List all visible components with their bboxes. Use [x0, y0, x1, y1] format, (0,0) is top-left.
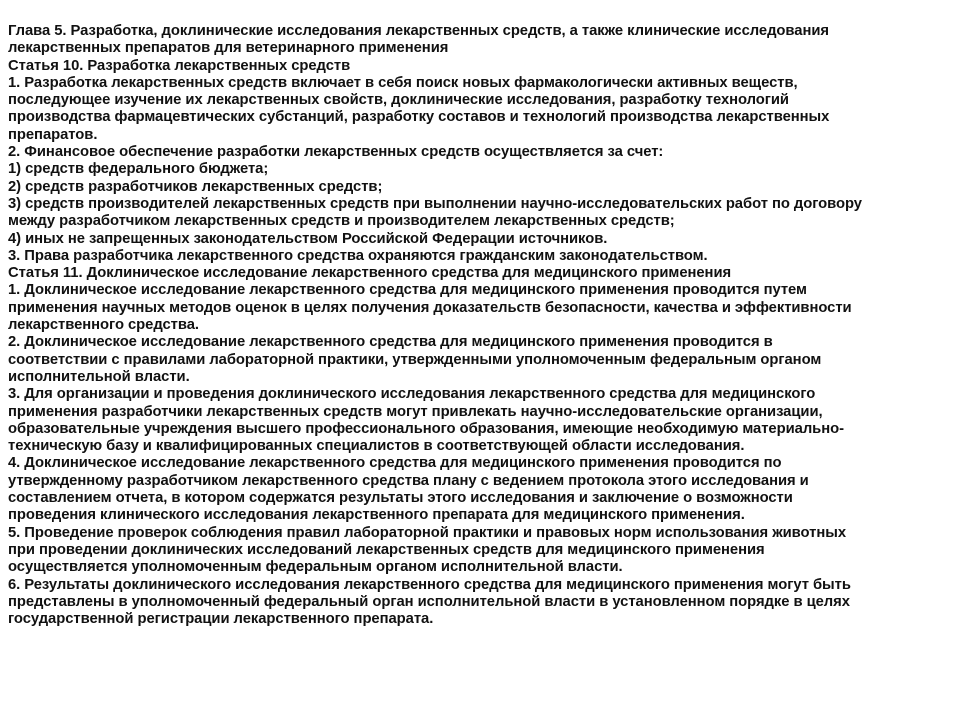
article-11-clause-5-line-1: 5. Проведение проверок соблюдения правил лабораторной практики и правовых норм использования животных [8, 524, 846, 541]
article-10-clause-2-item-2: 2) средств разработчиков лекарственных средств; [8, 178, 383, 195]
article-11-clause-3-line-2: применения разработчики лекарственных средств могут привлекать научно-исследовательские организации, [8, 403, 823, 420]
article-11-clause-5-line-2: при проведении доклинических исследований лекарственных средств для медицинского применения [8, 541, 765, 558]
chapter-5-heading-line-1: Глава 5. Разработка, доклинические исследования лекарственных средств, а также клинические исследования [8, 23, 829, 39]
article-11-clause-5-line-3: осуществляется уполномоченным федеральным органом исполнительной власти. [8, 559, 623, 576]
article-11-clause-2-line-2: соответствии с правилами лабораторной практики, утвержденными уполномоченным федеральным органом [8, 351, 822, 368]
article-10-clause-1-line-2: последующее изучение их лекарственных свойств, доклинические исследования, разработку технологий [8, 92, 789, 109]
article-10-clause-2-item-4: 4) иных не запрещенных законодательством Российской Федерации источников. [8, 230, 608, 247]
article-10-clause-2: 2. Финансовое обеспечение разработки лекарственных средств осуществляется за счет: [8, 144, 664, 161]
article-11-clause-4-line-4: проведения клинического исследования лекарственного препарата для медицинского применения. [8, 507, 745, 524]
article-11-clause-3-line-1: 3. Для организации и проведения доклинического исследования лекарственного средства для медицинского [8, 386, 816, 403]
article-10-clause-2-item-3-line-2: между разработчиком лекарственных средств и производителем лекарственных средств; [8, 213, 675, 230]
article-11-clause-2-line-3: исполнительной власти. [8, 368, 190, 385]
article-11-clause-4-line-1: 4. Доклиническое исследование лекарственного средства для медицинского применения проводится по [8, 455, 782, 472]
article-11-clause-3-line-3: образовательные учреждения высшего профессионального образования, имеющие необходимую материально- [8, 420, 844, 437]
article-11-clause-4-line-2: утвержденному разработчиком лекарственного средства плану с ведением протокола этого исследования и [8, 472, 809, 489]
article-11-clause-4-line-3: составлением отчета, в котором содержатся результаты этого исследования и заключение о возможности [8, 490, 793, 507]
article-10-clause-1-line-3: производства фармацевтических субстанций, разработку составов и технологий производства лекарственных [8, 109, 830, 126]
article-10-clause-3: 3. Права разработчика лекарственного средства охраняются гражданским законодательством. [8, 247, 708, 264]
article-10-clause-2-item-1: 1) средств федерального бюджета; [8, 161, 269, 178]
article-10-clause-1-line-1: 1. Разработка лекарственных средств включает в себя поиск новых фармакологически активных веществ, [8, 74, 798, 91]
article-11-clause-6-line-2: представлены в уполномоченный федеральный орган исполнительной власти в установленном порядке в целях [8, 593, 850, 610]
article-11-clause-2-line-1: 2. Доклиническое исследование лекарственного средства для медицинского применения проводится в [8, 334, 773, 351]
article-11-clause-1-line-1: 1. Доклиническое исследование лекарственного средства для медицинского применения проводится путем [8, 282, 807, 299]
article-10-clause-2-item-3-line-1: 3) средств производителей лекарственных средств при выполнении научно-исследовательских работ по договору [8, 195, 862, 212]
article-11-clause-6-line-3: государственной регистрации лекарственного препарата. [8, 611, 434, 628]
article-11-heading: Статья 11. Доклиническое исследование лекарственного средства для медицинского применения [8, 265, 732, 282]
chapter-5-heading-line-2: лекарственных препаратов для ветеринарного применения [8, 40, 449, 57]
article-10-clause-1-line-4: препаратов. [8, 126, 98, 143]
article-11-clause-6-line-1: 6. Результаты доклинического исследования лекарственного средства для медицинского применения могут быть [8, 576, 851, 593]
document-text [8, 23, 952, 628]
article-11-clause-3-line-4: техническую базу и квалифицированных специалистов в соответствующей области исследования. [8, 438, 745, 455]
article-10-heading: Статья 10. Разработка лекарственных средств [8, 57, 351, 74]
article-11-clause-1-line-3: лекарственного средства. [8, 317, 199, 334]
article-11-clause-1-line-2: применения научных методов оценок в целях получения доказательств безопасности, качества и эффективности [8, 299, 852, 316]
